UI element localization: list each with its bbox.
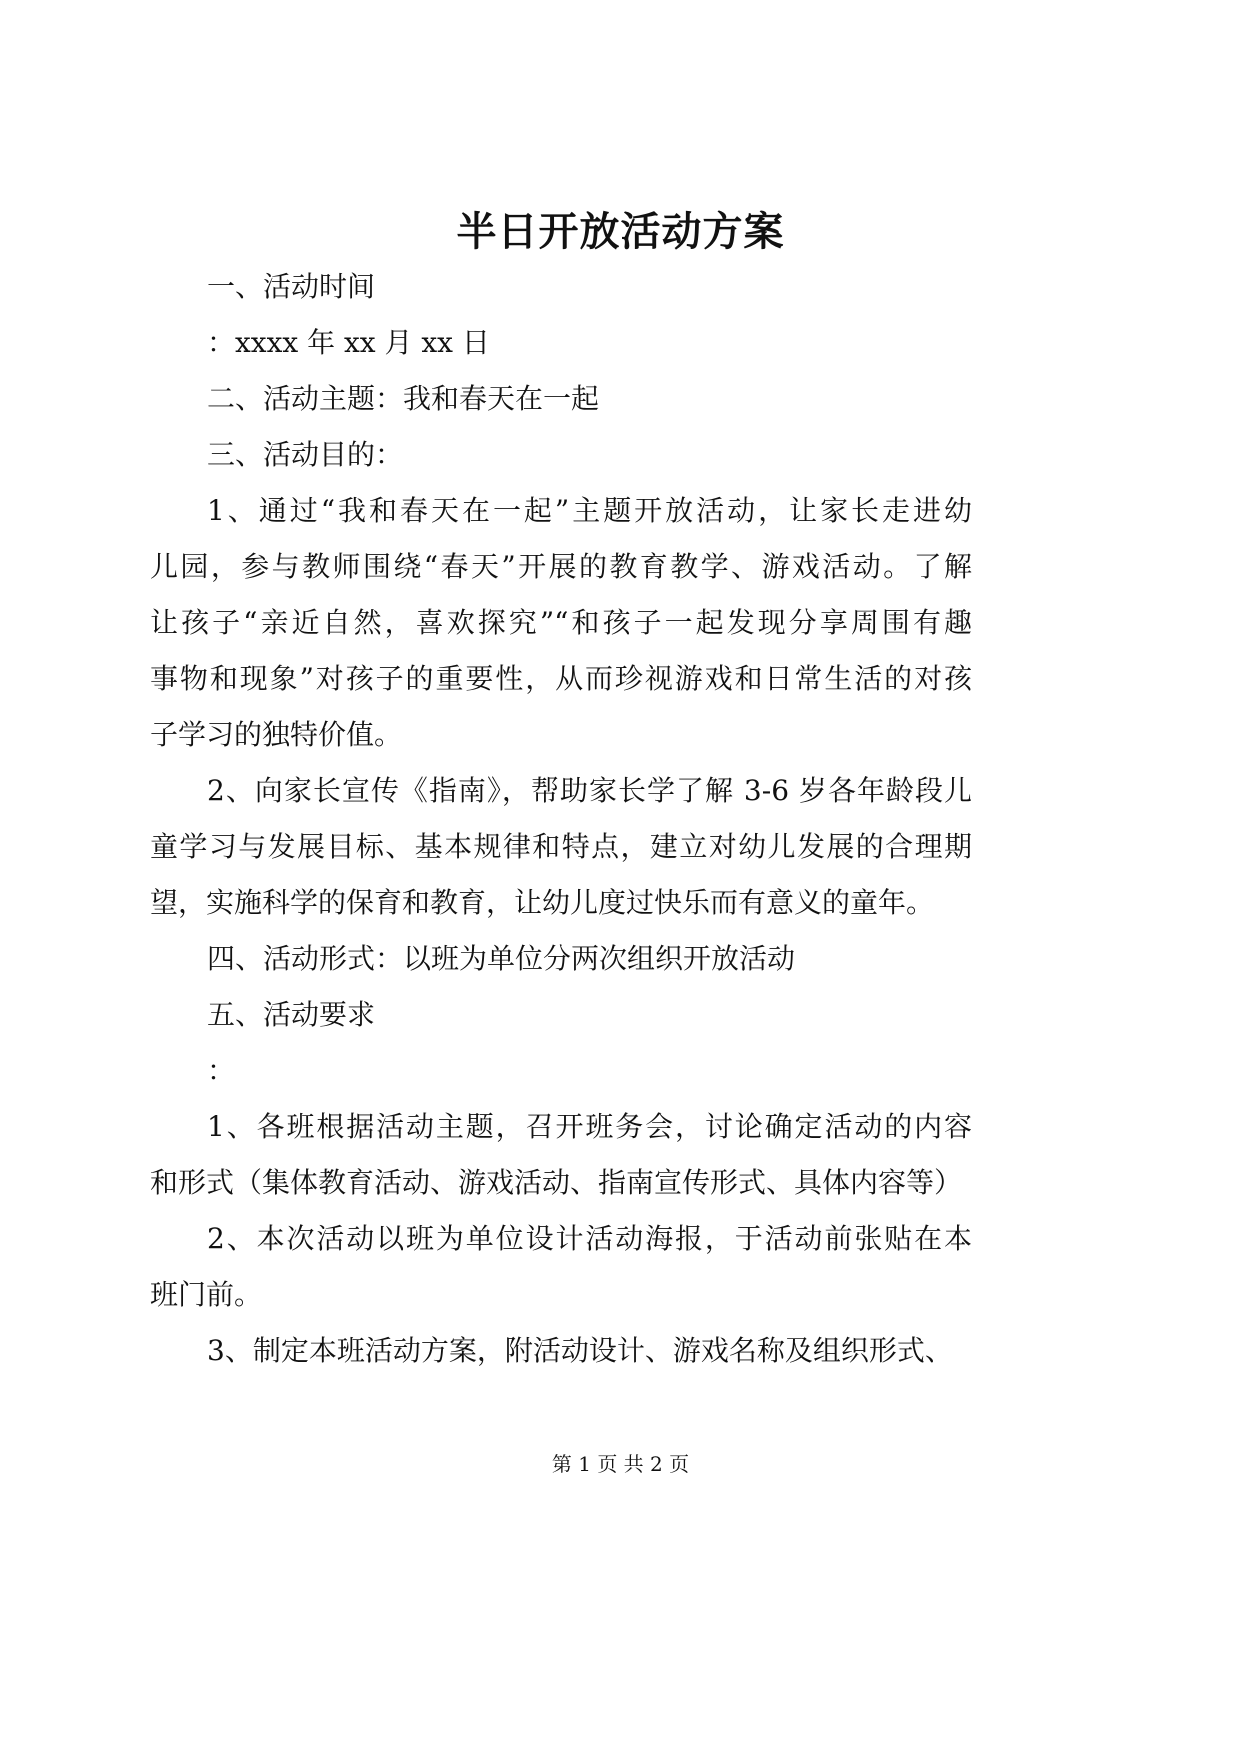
text-line: 1、各班根据活动主题，召开班务会，讨论确定活动的内容 [207, 1110, 972, 1143]
text-line: 儿园，参与教师围绕“春天”开展的教育教学、游戏活动。了解 [150, 550, 972, 583]
paragraph [150, 265, 972, 321]
paragraph [150, 1329, 972, 1385]
paragraph [150, 1217, 972, 1329]
paragraph [150, 937, 972, 993]
text-line: 2、本次活动以班为单位设计活动海报，于活动前张贴在本 [207, 1222, 972, 1255]
text-line: 童学习与发展目标、基本规律和特点，建立对幼儿发展的合理期 [150, 830, 972, 863]
paragraph [150, 433, 972, 489]
text-line: 三、活动目的： [207, 438, 404, 471]
text-line: 子学习的独特价值。 [150, 718, 403, 751]
paragraph [150, 1049, 972, 1105]
paragraph [150, 489, 972, 769]
document-body [150, 265, 972, 1385]
paragraph [150, 769, 972, 937]
document-title: 半日开放活动方案 [456, 208, 785, 255]
paragraph [150, 1105, 972, 1217]
text-line: 四、活动形式：以班为单位分两次组织开放活动 [207, 942, 796, 975]
text-line: 一、活动时间 [207, 270, 376, 303]
text-line: 和形式（集体教育活动、游戏活动、指南宣传形式、具体内容等） [150, 1166, 963, 1199]
page-footer: 第 1 页 共 2 页 [551, 1452, 690, 1476]
text-line: 班门前。 [150, 1278, 263, 1311]
paragraph [150, 377, 972, 433]
text-line: 事物和现象”对孩子的重要性，从而珍视游戏和日常生活的对孩 [150, 662, 972, 695]
text-line: ： [207, 1054, 236, 1087]
text-line: 望，实施科学的保育和教育，让幼儿度过快乐而有意义的童年。 [150, 886, 935, 919]
text-line: 1、通过“我和春天在一起”主题开放活动，让家长走进幼 [207, 494, 972, 527]
text-line: 3、制定本班活动方案，附活动设计、游戏名称及组织形式、 [207, 1334, 953, 1367]
text-line: 让孩子“亲近自然，喜欢探究”“和孩子一起发现分享周围有趣 [150, 606, 972, 639]
text-line: 2、向家长宣传《指南》，帮助家长学了解 3-6 岁各年龄段儿 [207, 774, 972, 807]
text-line: ：xxxx 年 xx 月 xx 日 [207, 326, 490, 359]
text-line: 五、活动要求 [207, 998, 376, 1031]
paragraph [150, 993, 972, 1049]
text-line: 二、活动主题：我和春天在一起 [207, 382, 600, 415]
paragraph [150, 321, 972, 377]
